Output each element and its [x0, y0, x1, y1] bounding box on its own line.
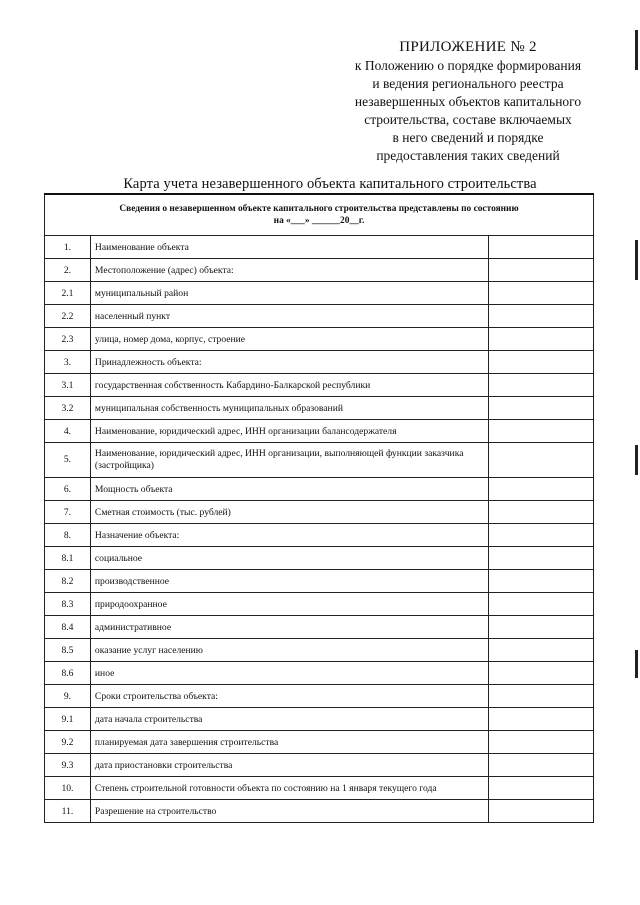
table-row [45, 351, 594, 374]
table-row [45, 524, 594, 547]
scan-edge-mark [635, 445, 638, 475]
row-label: Местоположение (адрес) объекта: [90, 259, 488, 282]
row-label: Наименование объекта [90, 236, 488, 259]
table-row [45, 754, 594, 777]
table-row [45, 236, 594, 259]
row-number: 2. [45, 259, 91, 282]
table-row [45, 662, 594, 685]
row-value-cell [489, 662, 594, 685]
table-row [45, 443, 594, 478]
row-value-cell [489, 397, 594, 420]
table-caption-row [45, 194, 594, 236]
appendix-header [330, 38, 606, 165]
table-row [45, 547, 594, 570]
row-number: 5. [45, 443, 91, 478]
row-value-cell [489, 259, 594, 282]
appendix-line: незавершенных объектов капитального [354, 94, 582, 109]
row-number: 3.2 [45, 397, 91, 420]
table-row [45, 593, 594, 616]
row-number: 8.6 [45, 662, 91, 685]
row-value-cell [489, 351, 594, 374]
table-row [45, 501, 594, 524]
row-label: природоохранное [90, 593, 488, 616]
row-number: 9.2 [45, 731, 91, 754]
row-label: населенный пункт [90, 305, 488, 328]
row-label: Наименование, юридический адрес, ИНН организации, выполняющей функции заказчика (застройщика) [90, 443, 488, 478]
row-value-cell [489, 282, 594, 305]
row-label: административное [90, 616, 488, 639]
row-number: 4. [45, 420, 91, 443]
row-value-cell [489, 570, 594, 593]
table-row [45, 800, 594, 823]
row-number: 2.3 [45, 328, 91, 351]
table-row [45, 731, 594, 754]
table-caption [45, 194, 594, 236]
row-label: иное [90, 662, 488, 685]
appendix-line: и ведения регионального реестра [372, 76, 564, 91]
row-value-cell [489, 328, 594, 351]
row-number: 8.2 [45, 570, 91, 593]
table-row [45, 478, 594, 501]
table-row [45, 639, 594, 662]
row-number: 6. [45, 478, 91, 501]
row-label: Наименование, юридический адрес, ИНН организации балансодержателя [90, 420, 488, 443]
table-row [45, 328, 594, 351]
row-value-cell [489, 708, 594, 731]
appendix-heading: ПРИЛОЖЕНИЕ № 2 [399, 39, 537, 55]
row-label: Сроки строительства объекта: [90, 685, 488, 708]
row-number: 7. [45, 501, 91, 524]
row-label: оказание услуг населению [90, 639, 488, 662]
scan-edge-mark [635, 650, 638, 678]
row-number: 8.1 [45, 547, 91, 570]
scan-edge-mark [635, 30, 638, 70]
row-number: 8.5 [45, 639, 91, 662]
table-row [45, 708, 594, 731]
row-number: 10. [45, 777, 91, 800]
row-label: Сметная стоимость (тыс. рублей) [90, 501, 488, 524]
table-row [45, 282, 594, 305]
row-value-cell [489, 547, 594, 570]
caption-date-line: на «___» ______20__г. [273, 216, 365, 226]
scan-edge-mark [635, 240, 638, 280]
row-value-cell [489, 593, 594, 616]
row-value-cell [489, 501, 594, 524]
row-label: дата приостановки строительства [90, 754, 488, 777]
table-row [45, 685, 594, 708]
row-number: 1. [45, 236, 91, 259]
row-value-cell [489, 443, 594, 478]
row-value-cell [489, 524, 594, 547]
row-number: 3.1 [45, 374, 91, 397]
row-number: 3. [45, 351, 91, 374]
appendix-line: предоставления таких сведений [376, 148, 560, 163]
row-label: Разрешение на строительство [90, 800, 488, 823]
row-number: 8.4 [45, 616, 91, 639]
row-number: 2.1 [45, 282, 91, 305]
row-value-cell [489, 305, 594, 328]
registry-card-table [44, 193, 594, 823]
row-value-cell [489, 236, 594, 259]
table-row [45, 374, 594, 397]
row-number: 9.3 [45, 754, 91, 777]
row-value-cell [489, 800, 594, 823]
row-label: Мощность объекта [90, 478, 488, 501]
row-label: улица, номер дома, корпус, строение [90, 328, 488, 351]
row-number: 9.1 [45, 708, 91, 731]
table-row [45, 305, 594, 328]
row-label: государственная собственность Кабардино-Балкарской республики [90, 374, 488, 397]
row-label: Степень строительной готовности объекта по состоянию на 1 января текущего года [90, 777, 488, 800]
row-number: 2.2 [45, 305, 91, 328]
row-value-cell [489, 639, 594, 662]
row-number: 8. [45, 524, 91, 547]
table-row [45, 616, 594, 639]
card-title: Карта учета незавершенного объекта капитального строительства [123, 176, 537, 192]
row-label: муниципальный район [90, 282, 488, 305]
row-value-cell [489, 754, 594, 777]
row-value-cell [489, 420, 594, 443]
row-value-cell [489, 685, 594, 708]
table-row [45, 777, 594, 800]
table-row [45, 570, 594, 593]
row-value-cell [489, 478, 594, 501]
caption-line: Сведения о незавершенном объекте капитального строительства представлены по состоянию [119, 204, 519, 214]
table-row [45, 397, 594, 420]
table-row [45, 259, 594, 282]
table-row [45, 420, 594, 443]
row-label: социальное [90, 547, 488, 570]
row-label: дата начала строительства [90, 708, 488, 731]
row-number: 8.3 [45, 593, 91, 616]
row-label: планируемая дата завершения строительства [90, 731, 488, 754]
row-value-cell [489, 731, 594, 754]
row-value-cell [489, 374, 594, 397]
row-label: муниципальная собственность муниципальных образований [90, 397, 488, 420]
appendix-line: к Положению о порядке формирования [354, 58, 582, 73]
appendix-line: в него сведений и порядке [392, 130, 544, 145]
row-number: 9. [45, 685, 91, 708]
row-label: производственное [90, 570, 488, 593]
row-number: 11. [45, 800, 91, 823]
row-label: Назначение объекта: [90, 524, 488, 547]
appendix-line: строительства, составе включаемых [364, 112, 572, 127]
row-value-cell [489, 616, 594, 639]
row-value-cell [489, 777, 594, 800]
row-label: Принадлежность объекта: [90, 351, 488, 374]
